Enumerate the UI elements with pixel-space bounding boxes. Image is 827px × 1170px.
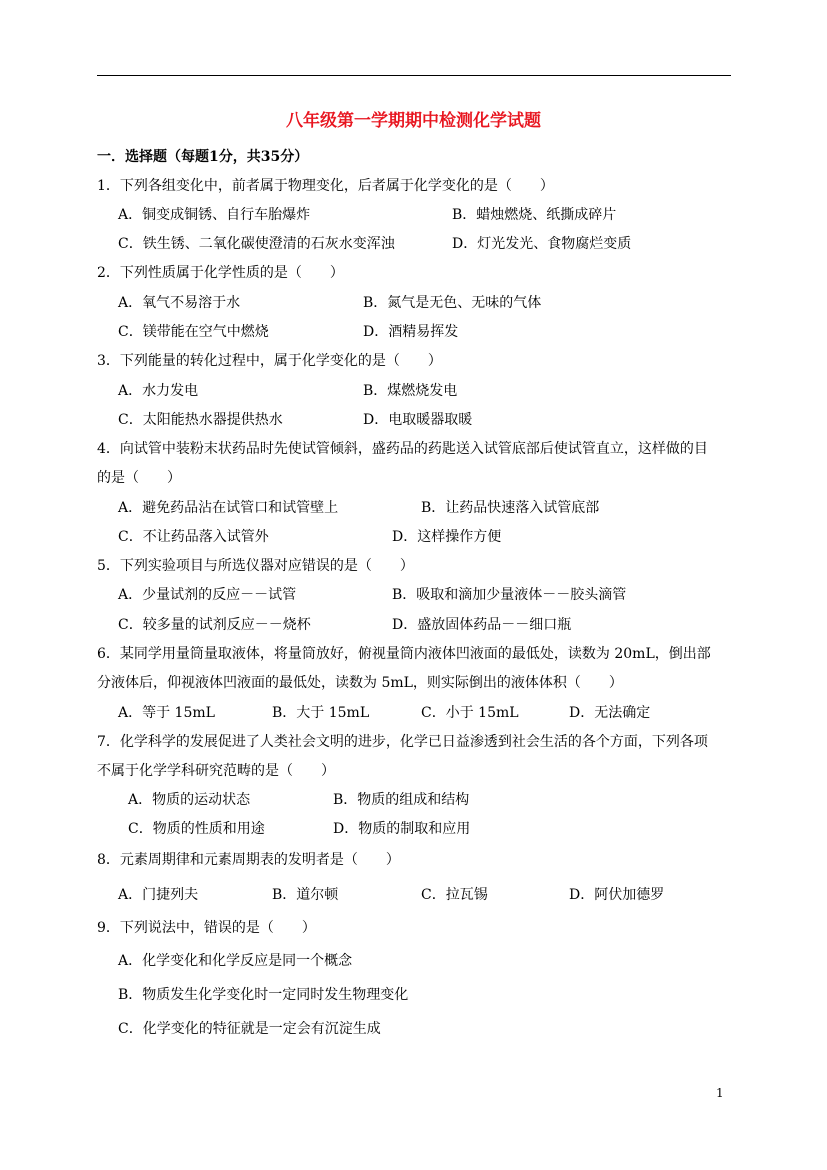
- page-number: 1: [716, 1086, 724, 1100]
- question-7-option-c[interactable]: C．物质的性质和用途: [128, 821, 265, 837]
- question-9-stem: 9．下列说法中，错误的是（ ）: [97, 920, 316, 936]
- section-heading: 一．选择题（每题1分，共35分）: [97, 149, 309, 165]
- question-2-option-c[interactable]: C．镁带能在空气中燃烧: [118, 324, 269, 340]
- question-6-option-d[interactable]: D．无法确定: [569, 705, 651, 721]
- question-8-option-d[interactable]: D．阿伏加德罗: [569, 887, 665, 903]
- question-7-stem-continued: 不属于化学学科研究范畴的是（ ）: [97, 763, 335, 779]
- question-6-stem: 6．某同学用量筒量取液体，将量筒放好，俯视量筒内液体凹液面的最低处，读数为 20mL，倒出部: [97, 646, 711, 662]
- question-2-stem: 2．下列性质属于化学性质的是（ ）: [97, 265, 344, 281]
- question-5-option-a[interactable]: A．少量试剂的反应－－试管: [118, 587, 297, 603]
- question-3-option-c[interactable]: C．太阳能热水器提供热水: [118, 412, 283, 428]
- question-3-option-d[interactable]: D．电取暖器取暖: [363, 412, 473, 428]
- question-2-option-b[interactable]: B．氮气是无色、无味的气体: [363, 295, 542, 311]
- question-7-stem: 7．化学科学的发展促进了人类社会文明的进步，化学已日益渗透到社会生活的各个方面，下列各项: [97, 734, 708, 750]
- question-9-option-a[interactable]: A．化学变化和化学反应是同一个概念: [118, 953, 353, 969]
- question-1-option-d[interactable]: D．灯光发光、食物腐烂变质: [452, 236, 632, 252]
- question-9-option-c[interactable]: C．化学变化的特征就是一定会有沉淀生成: [118, 1021, 381, 1037]
- page-title: 八年级第一学期期中检测化学试题: [286, 111, 541, 131]
- question-1-stem: 1．下列各组变化中，前者属于物理变化，后者属于化学变化的是（ ）: [97, 178, 554, 194]
- question-1-option-c[interactable]: C．铁生锈、二氧化碳使澄清的石灰水变浑浊: [118, 236, 395, 252]
- question-4-stem-continued: 的是（ ）: [97, 470, 181, 486]
- question-7-option-a[interactable]: A．物质的运动状态: [128, 792, 251, 808]
- question-2-option-a[interactable]: A．氧气不易溶于水: [118, 295, 241, 311]
- question-1-option-a[interactable]: A．铜变成铜锈、自行车胎爆炸: [118, 207, 311, 223]
- question-4-stem: 4．向试管中装粉末状药品时先使试管倾斜，盛药品的药匙送入试管底部后使试管直立，这样做的目: [97, 441, 708, 457]
- question-6-option-c[interactable]: C．小于 15mL: [421, 705, 519, 721]
- question-3-option-a[interactable]: A．水力发电: [118, 383, 199, 399]
- question-6-stem-continued: 分液体后，仰视液体凹液面的最低处，读数为 5mL，则实际倒出的液体体积（ ）: [97, 675, 623, 691]
- question-8-stem: 8．元素周期律和元素周期表的发明者是（ ）: [97, 852, 400, 868]
- question-3-stem: 3．下列能量的转化过程中，属于化学变化的是（ ）: [97, 353, 442, 369]
- question-6-option-a[interactable]: A．等于 15mL: [118, 705, 215, 721]
- question-9-option-b[interactable]: B．物质发生化学变化时一定同时发生物理变化: [118, 987, 409, 1003]
- question-4-option-c[interactable]: C．不让药品落入试管外: [118, 529, 269, 545]
- question-5-option-d[interactable]: D．盛放固体药品－－细口瓶: [392, 617, 572, 633]
- question-8-option-b[interactable]: B．道尔顿: [272, 887, 339, 903]
- question-4-option-d[interactable]: D．这样操作方便: [392, 529, 502, 545]
- question-6-option-b[interactable]: B．大于 15mL: [272, 705, 370, 721]
- question-7-option-b[interactable]: B．物质的组成和结构: [333, 792, 470, 808]
- question-4-option-a[interactable]: A．避免药品沾在试管口和试管壁上: [118, 500, 339, 516]
- question-5-option-c[interactable]: C．较多量的试剂反应－－烧杯: [118, 617, 311, 633]
- question-8-option-c[interactable]: C．拉瓦锡: [421, 887, 488, 903]
- question-4-option-b[interactable]: B．让药品快速落入试管底部: [421, 500, 600, 516]
- question-2-option-d[interactable]: D．酒精易挥发: [363, 324, 459, 340]
- question-5-option-b[interactable]: B．吸取和滴加少量液体－－胶头滴管: [392, 587, 627, 603]
- question-8-option-a[interactable]: A．门捷列夫: [118, 887, 199, 903]
- question-1-option-b[interactable]: B．蜡烛燃烧、纸撕成碎片: [452, 207, 617, 223]
- question-5-stem: 5．下列实验项目与所选仪器对应错误的是（ ）: [97, 558, 414, 574]
- question-3-option-b[interactable]: B．煤燃烧发电: [363, 383, 458, 399]
- question-7-option-d[interactable]: D．物质的制取和应用: [333, 821, 471, 837]
- header-rule: [97, 75, 731, 76]
